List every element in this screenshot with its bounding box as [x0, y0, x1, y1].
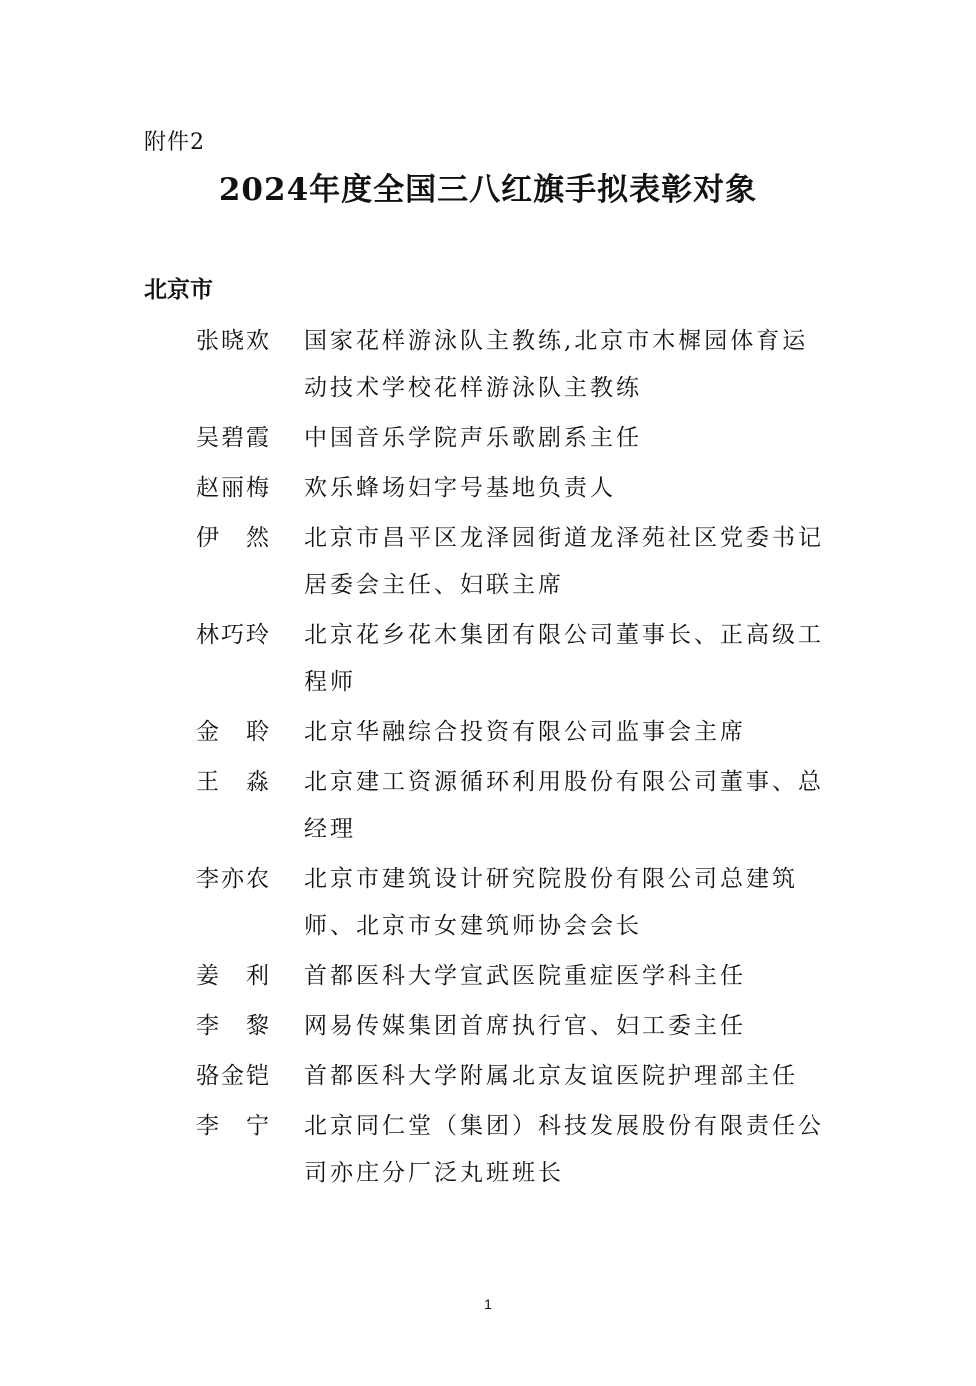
honoree-entry — [196, 759, 846, 853]
honoree-position: 北京市昌平区龙泽园街道龙泽苑社区党委书记居委会主任、妇联主席 — [304, 525, 824, 598]
honoree-entry — [196, 953, 846, 1000]
honoree-position: 中国音乐学院声乐歌剧系主任 — [304, 425, 642, 451]
honoree-position: 欢乐蜂场妇字号基地负责人 — [304, 475, 616, 501]
honoree-position: 国家花样游泳队主教练,北京市木樨园体育运动技术学校花样游泳队主教练 — [304, 328, 809, 401]
honoree-list — [196, 318, 846, 1200]
honoree-name: 姜 利 — [196, 963, 271, 989]
honoree-name: 李亦农 — [196, 866, 271, 892]
honoree-entry — [196, 1103, 846, 1197]
honoree-position: 北京华融综合投资有限公司监事会主席 — [304, 719, 746, 745]
honoree-position: 首都医科大学附属北京友谊医院护理部主任 — [304, 1063, 798, 1089]
honoree-name: 伊 然 — [196, 525, 271, 551]
honoree-entry — [196, 612, 846, 706]
honoree-name: 李 黎 — [196, 1013, 271, 1039]
honoree-entry — [196, 515, 846, 609]
honoree-entry — [196, 856, 846, 950]
honoree-name: 金 聆 — [196, 719, 271, 745]
honoree-entry — [196, 709, 846, 756]
honoree-entry — [196, 465, 846, 512]
document-title: 2024年度全国三八红旗手拟表彰对象 — [218, 172, 758, 208]
honoree-name: 骆金铠 — [196, 1063, 271, 1089]
attachment-label: 附件2 — [144, 130, 205, 155]
honoree-name: 李 宁 — [196, 1113, 271, 1139]
page-number: 1 — [484, 1296, 492, 1312]
honoree-position: 北京建工资源循环利用股份有限公司董事、总经理 — [304, 769, 824, 842]
honoree-entry — [196, 415, 846, 462]
honoree-name: 林巧玲 — [196, 622, 271, 648]
region-heading: 北京市 — [144, 277, 213, 303]
honoree-position: 北京花乡花木集团有限公司董事长、正高级工程师 — [304, 622, 824, 695]
honoree-name: 张晓欢 — [196, 328, 271, 354]
honoree-position: 网易传媒集团首席执行官、妇工委主任 — [304, 1013, 746, 1039]
honoree-position: 北京同仁堂（集团）科技发展股份有限责任公司亦庄分厂泛丸班班长 — [304, 1113, 824, 1186]
honoree-name: 王 淼 — [196, 769, 271, 795]
honoree-entry — [196, 1053, 846, 1100]
honoree-entry — [196, 1003, 846, 1050]
honoree-position: 北京市建筑设计研究院股份有限公司总建筑师、北京市女建筑师协会会长 — [304, 866, 798, 939]
honoree-position: 首都医科大学宣武医院重症医学科主任 — [304, 963, 746, 989]
honoree-name: 吴碧霞 — [196, 425, 271, 451]
honoree-name: 赵丽梅 — [196, 475, 271, 501]
honoree-entry — [196, 318, 846, 412]
